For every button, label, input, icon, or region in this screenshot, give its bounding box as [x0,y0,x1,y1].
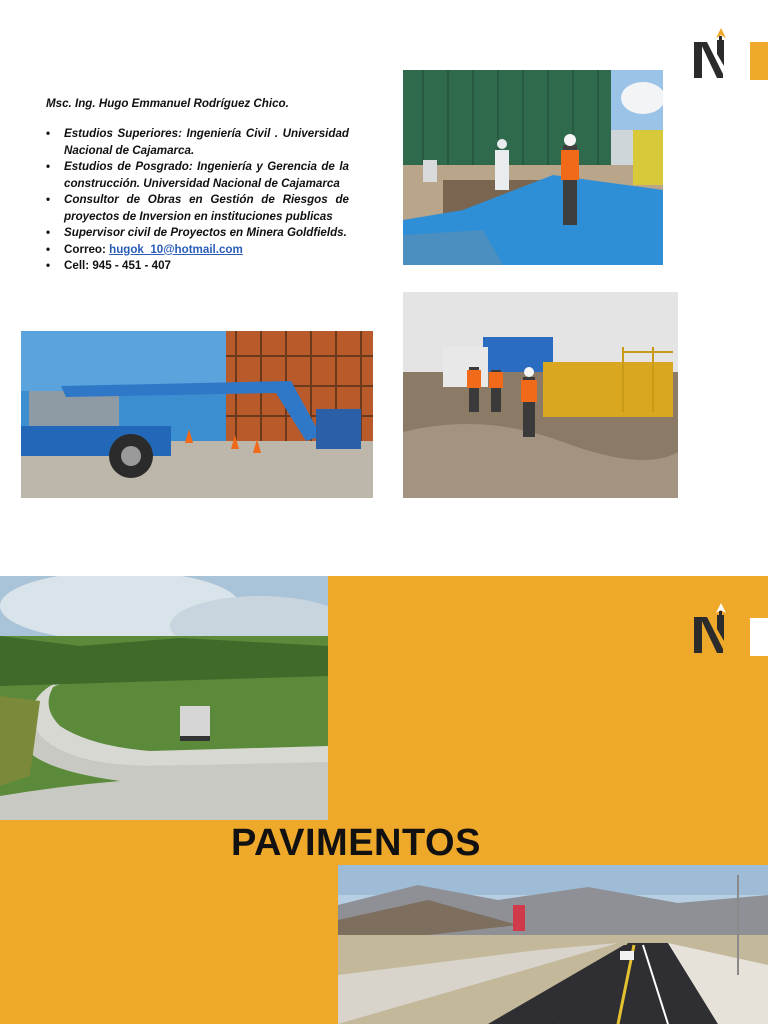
photo-concrete-road [0,576,328,822]
company-logo-icon [690,26,732,82]
photo-site-inspection [403,70,663,265]
photo-asphalt-highway [338,865,768,1024]
photo-field-crew [403,292,678,498]
profile-list [46,126,349,274]
section-title: PAVIMENTOS [231,822,481,864]
email-label: Correo: [64,242,106,256]
corner-tab-secondary [750,618,768,656]
profile-item-cell: • Cell: 945 - 451 - 407 [46,258,349,274]
corner-tab [750,42,768,80]
profile-name: Msc. Ing. Hugo Emmanuel Rodríguez Chico. [46,97,289,110]
profile-item-consultant: • Consultor de Obras en Gestión de Riesgos de proyectos de Inversion en instituciones publicas [46,192,349,225]
photo-boom-lift [21,331,373,498]
profile-item-postgrad: • Estudios de Posgrado: Ingeniería y Gerencia de la construcción. Universidad Nacional de Cajamarca [46,159,349,192]
profile-item-education: • Estudios Superiores: Ingeniería Civil . Universidad Nacional de Cajamarca. [46,126,349,159]
company-logo-icon-secondary [690,601,732,657]
profile-item-email [46,242,349,258]
email-link[interactable]: hugok_10@hotmail.com [109,242,243,256]
profile-block [46,96,349,275]
profile-item-supervisor: • Supervisor civil de Proyectos en Minera Goldfields. [46,225,349,241]
